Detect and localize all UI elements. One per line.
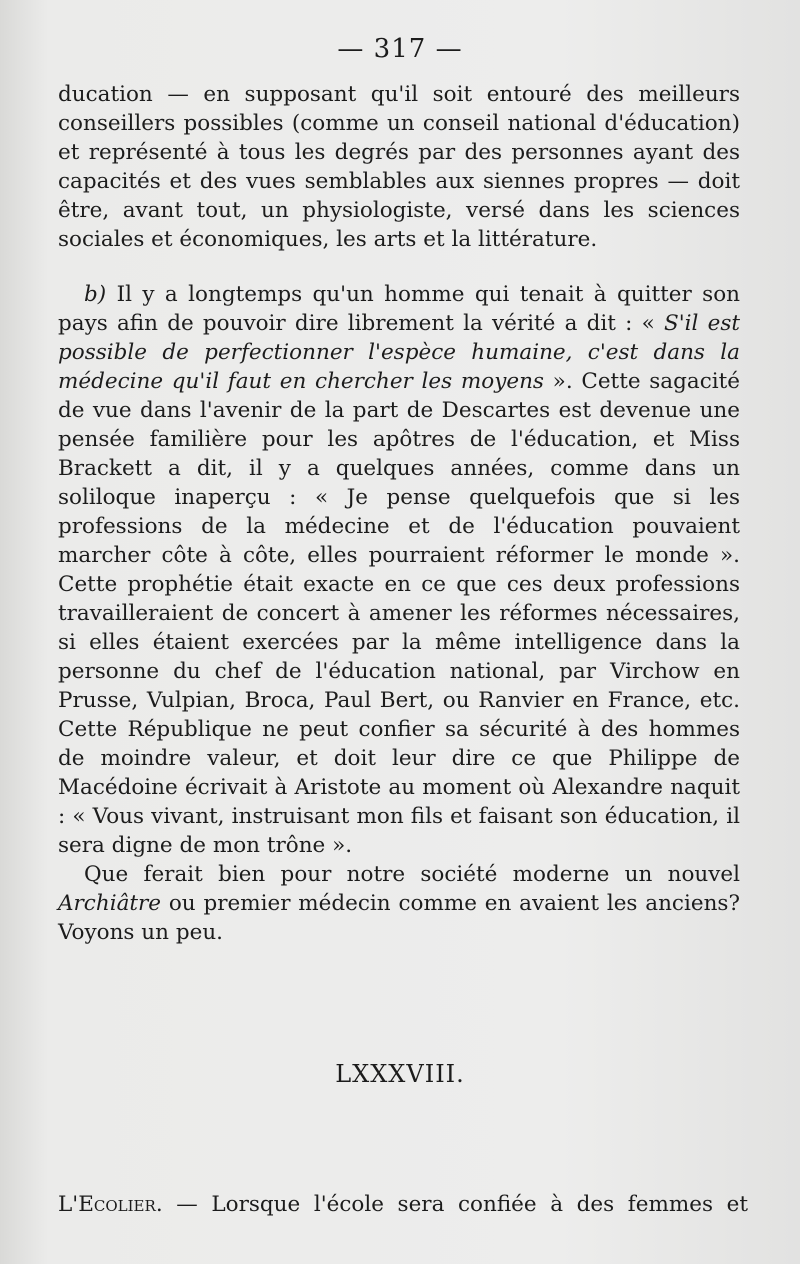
next-section-first-line: [58, 1190, 748, 1219]
speaker-name: Ecolier: [78, 1192, 156, 1217]
page-number: — 317 —: [337, 34, 463, 64]
paragraph-archiatre: [58, 860, 740, 947]
paragraph-archiatre-intro: Que ferait bien pour notre société moderne un nouvel: [84, 862, 740, 887]
body-text: [58, 80, 740, 947]
paragraph-label: b): [84, 282, 107, 307]
section-heading: LXXXVIII.: [335, 1060, 465, 1088]
paragraph-b: [58, 280, 740, 860]
last-line-text: . — Lorsque l'école sera confiée à des femmes et: [155, 1192, 748, 1217]
last-line-lead: L': [58, 1192, 79, 1217]
paragraph-continuation: ducation — en supposant qu'il soit entouré des meilleurs conseillers possibles (comme un conseil national d'éducation) et représenté à tous les degrés par des personnes ayant des capacités et des vues semblables aux siennes propres — doit être, avant tout, un physiologiste, versé dans les sciences sociales et économiques, les arts et la littérature.: [58, 82, 740, 252]
descartes-quote: S'il est possible de perfectionner l'espèce humaine, c'est dans la médecine qu'il faut en chercher les moyens: [58, 311, 740, 394]
archiatre-term: Archiâtre: [58, 891, 162, 916]
paragraph-archiatre-rest: ou premier médecin comme en avaient les anciens? Voyons un peu.: [58, 891, 740, 945]
paragraph-b-rest: ». Cette sagacité de vue dans l'avenir de la part de Descartes est devenue une pensée familière pour les apôtres de l'éducation, et Miss Brackett a dit, il y a quelques années, comme dans un soliloque inaperçu : « Je pense quelquefois que si les professions de la médecine et de l'éducation pouvaient marcher côte à côte, elles pourraient réformer le monde ». Cette prophétie était exacte en ce que ces deux professions travailleraient de concert à amener les réformes nécessaires, si elles étaient exercées par la même intelligence dans la personne du chef de l'éducation national, par Virchow en Prusse, Vulpian, Broca, Paul Bert, ou Ranvier en France, etc. Cette République ne peut confier sa sécurité à des hommes de moindre valeur, et doit leur dire ce que Philippe de Macédoine écrivait à Aristote au moment où Alexandre naquit : « Vous vivant, instruisant mon fils et faisant son éducation, il sera digne de mon trône ».: [58, 369, 740, 858]
paragraph-b-intro: Il y a longtemps qu'un homme qui tenait à quitter son pays afin de pouvoir dire librement la vérité a dit : «: [58, 282, 740, 336]
